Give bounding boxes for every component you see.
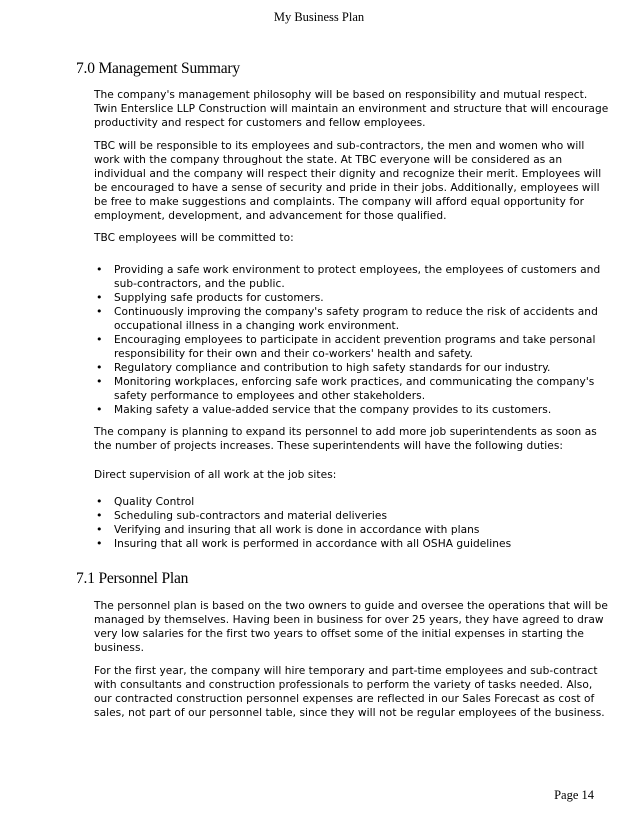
section-heading-management-summary: 7.0 Management Summary [76,60,240,77]
paragraph: TBC will be responsible to its employees and sub-contractors, the men and women who will work with the company throughout the state. At TBC everyone will be considered as an individual and the company will respect their dignity and recognize their merit. Employees will be encouraged to have a sense of security and pride in their jobs. Additionally, employees will be free to make suggestions and complaints. The company will afford equal opportunity for employment, development, and advancement for those qualified. [94,140,602,222]
management-summary-paragraph-1 [94,88,609,130]
management-summary-paragraph-2 [94,139,609,223]
commitments-list [94,263,609,417]
list-item [94,361,609,375]
list-item-text: Monitoring workplaces, enforcing safe work practices, and communicating the company's safety performance to employees and other stakeholders. [114,376,595,402]
management-summary-paragraph-4 [94,425,609,453]
bullet-icon: • [96,333,103,346]
personnel-plan-paragraph-2 [94,664,609,720]
paragraph: For the first year, the company will hire temporary and part-time employees and sub-contract with consultants and construction professionals to perform the variety of tasks needed. Also, our contracted construction personnel expenses are reflected in our Sales Forecast as cost of sales, not part of our personnel table, since they will not be regular employees of the business. [94,665,605,719]
paragraph: The personnel plan is based on the two owners to guide and oversee the operations that will be managed by themselves. Having been in business for over 25 years, they have agreed to draw very low salaries for the first two years to offset some of the initial expenses in starting the business. [94,600,608,654]
list-item-text: Scheduling sub-contractors and material deliveries [114,510,388,522]
page-header: My Business Plan [273,10,365,24]
list-item [94,537,609,551]
section-heading-personnel-plan: 7.1 Personnel Plan [76,570,189,587]
list-item [94,263,609,291]
list-item [94,375,609,403]
list-item-text: Verifying and insuring that all work is done in accordance with plans [114,524,480,536]
personnel-plan-paragraph-1 [94,599,609,655]
page-number: Page 14 [554,788,594,802]
list-item [94,509,609,523]
bullet-icon: • [96,263,103,276]
list-item [94,333,609,361]
list-item-text: Encouraging employees to participate in accident prevention programs and take personal responsibility for their own and their co-workers' health and safety. [114,334,596,360]
list-item [94,495,609,509]
list-item [94,403,609,417]
list-item [94,523,609,537]
list-item-text: Supplying safe products for customers. [114,292,324,304]
management-summary-paragraph-5 [94,468,609,482]
list-item [94,305,609,333]
list-item-text: Quality Control [114,496,195,508]
paragraph: TBC employees will be committed to: [94,232,294,244]
list-item-text: Continuously improving the company's safety program to reduce the risk of accidents and occupational illness in a changing work environment. [114,306,598,332]
list-item-text: Making safety a value-added service that the company provides to its customers. [114,404,552,416]
bullet-icon: • [96,403,103,416]
bullet-icon: • [96,375,103,388]
bullet-icon: • [96,305,103,318]
paragraph: The company is planning to expand its personnel to add more job superintendents as soon as the number of projects increases. These superintendents will have the following duties: [94,426,597,452]
paragraph: The company's management philosophy will be based on responsibility and mutual respect. Twin Enterslice LLP Construction will maintain an environment and structure that will encourage productivity and respect for customers and fellow employees. [94,89,609,129]
duties-list [94,495,609,551]
bullet-icon: • [96,509,103,522]
management-summary-paragraph-3 [94,231,609,245]
list-item [94,291,609,305]
list-item-text: Regulatory compliance and contribution to high safety standards for our industry. [114,362,551,374]
bullet-icon: • [96,523,103,536]
list-item-text: Providing a safe work environment to protect employees, the employees of customers and sub-contractors, and the public. [114,264,601,290]
bullet-icon: • [96,495,103,508]
bullet-icon: • [96,291,103,304]
list-item-text: Insuring that all work is performed in accordance with all OSHA guidelines [114,538,512,550]
bullet-icon: • [96,537,103,550]
paragraph: Direct supervision of all work at the job sites: [94,469,337,481]
bullet-icon: • [96,361,103,374]
